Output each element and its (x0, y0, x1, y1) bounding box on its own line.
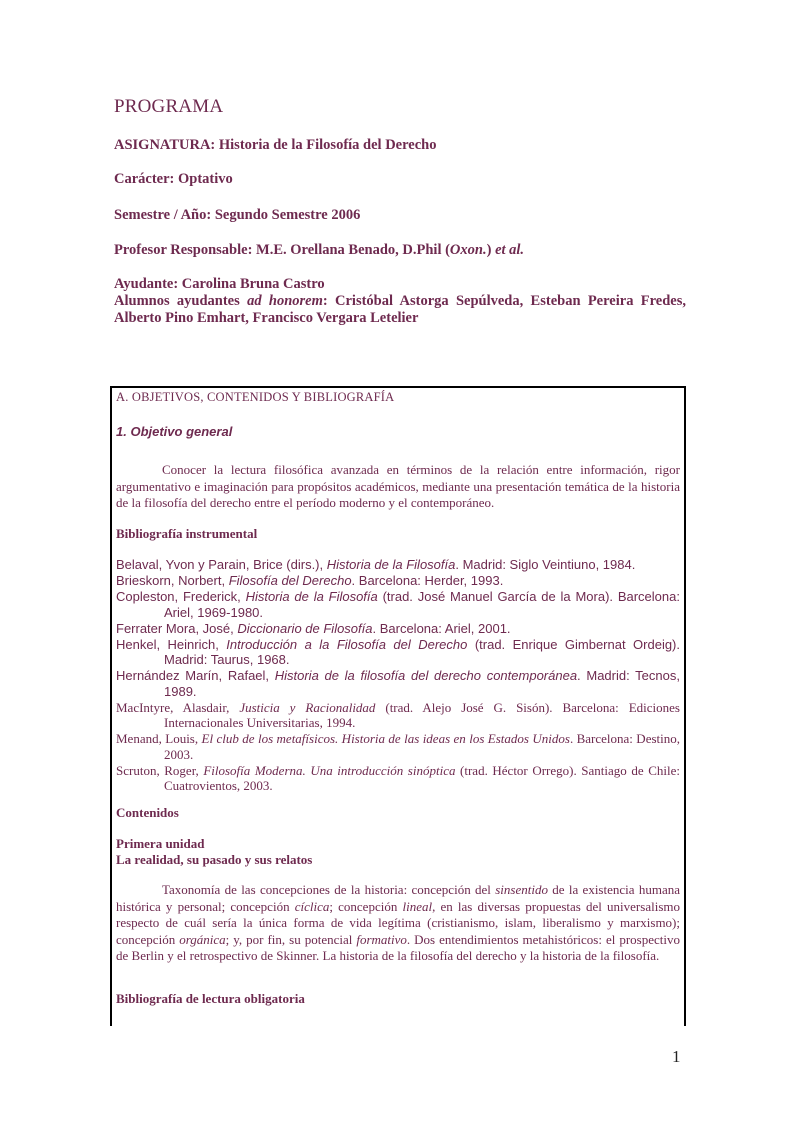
unit-title: La realidad, su pasado y sus relatos (116, 852, 313, 867)
bibliography-author: Copleston, Frederick, (116, 589, 246, 604)
professor-prefix: Profesor Responsable: M.E. Orellana Benado, D.Phil ( (114, 242, 450, 258)
course-semester: Semestre / Año: Segundo Semestre 2006 (114, 207, 361, 223)
bibliography-title: Historia de la Filosofía (326, 557, 456, 572)
bibliography-entry (116, 557, 680, 573)
bibliography-publication: (trad. Enrique Gimbernat Ordeig). Madrid: Taurus, 1968. (164, 636, 680, 667)
bibliography-title: Justicia y Racionalidad (239, 699, 376, 715)
bibliography-author: MacIntyre, Alasdair, (116, 699, 240, 715)
unit-text-italic: sinsentido (495, 882, 548, 897)
bibliography-publication: (trad. José Manuel García de la Mora). Barcelona: Ariel, 1969-1980. (164, 589, 680, 620)
bibliography-list (116, 557, 680, 794)
bibliography-author: Hernández Marín, Rafael, (116, 668, 275, 683)
unit-text-part: de la existencia humana histórica y personal; concepción (116, 882, 680, 914)
bibliography-publication: (trad. Héctor Orrego). Santiago de Chile: Cuatrovientos, 2003. (164, 762, 680, 793)
alumnos-names: : Cristóbal Astorga Sepúlveda, Esteban Pereira Fredes, Alberto Pino Emhart, Francisco Vergara Letelier (114, 293, 686, 326)
unit-text-italic: orgánica (179, 931, 226, 947)
bibliography-title: Introducción a la Filosofía del Derecho (226, 636, 468, 652)
bibliography-title: Filosofía del Derecho (228, 573, 352, 588)
bibliography-title: Diccionario de Filosofía (237, 620, 373, 636)
bibliography-author: Menand, Louis, (116, 731, 202, 746)
course-professor (114, 242, 686, 259)
required-reading-title: Bibliografía de lectura obligatoria (116, 991, 305, 1006)
bibliography-author: Belaval, Yvon y Parain, Brice (dirs.), (116, 557, 327, 572)
professor-mid: ) (486, 242, 496, 258)
page-title: PROGRAMA (114, 96, 224, 117)
professor-etal: et al. (495, 242, 525, 258)
bibliography-author: Henkel, Heinrich, (116, 636, 227, 652)
professor-oxon: Oxon. (449, 242, 487, 258)
course-student-assistants (114, 293, 686, 327)
bibliography-publication: (trad. Alejo José G. Sisón). Barcelona: Ediciones Internacionales Universitarias, 1994. (164, 699, 680, 730)
bibliography-author: Brieskorn, Norbert, (116, 573, 229, 588)
unit-text-part: ; y, por fin, su potencial (225, 931, 357, 947)
unit-text-part: ; concepción (329, 898, 403, 914)
bibliography-title: Historia de la filosofía del derecho contemporánea (274, 668, 578, 683)
bibliography-entry (116, 731, 680, 762)
bibliography-entry (116, 589, 680, 620)
unit-text-part: , en las diversas propuestas del universalismo respecto de cuál sería la única forma de vida legítima (cristianismo, islam, liberalismo y marxismo); concepción (116, 898, 680, 947)
page-number: 1 (672, 1047, 681, 1066)
alumnos-honorem: ad honorem (247, 293, 323, 309)
course-name: ASIGNATURA: Historia de la Filosofía del Derecho (114, 137, 437, 153)
bibliography-publication: . Madrid: Tecnos, 1989. (164, 668, 680, 699)
bibliography-entry (116, 668, 680, 699)
bibliography-entry (116, 700, 680, 731)
objective-title: 1. Objetivo general (116, 424, 233, 439)
bibliography-entry (116, 573, 680, 589)
course-assistant: Ayudante: Carolina Bruna Castro (114, 276, 325, 292)
unit-label: Primera unidad (116, 836, 205, 851)
bibliography-author: Ferrater Mora, José, (116, 620, 238, 636)
unit-text-part: Taxonomía de las concepciones de la historia: concepción del (162, 882, 496, 897)
content-box (110, 386, 686, 1026)
bibliography-publication: . Barcelona: Herder, 1993. (351, 573, 504, 588)
bibliography-entry (116, 621, 680, 637)
bibliography-author: Scruton, Roger, (116, 762, 204, 778)
contents-title: Contenidos (116, 805, 179, 820)
bibliography-publication: . Madrid: Siglo Veintiuno, 1984. (455, 557, 636, 572)
unit-text-part: . Dos entendimientos metahistóricos: el prospectivo de Berlin y el retrospectivo de Skinner. La historia de la filosofía del derecho y la historia de la filosofía. (116, 931, 680, 963)
bibliography-entry (116, 763, 680, 794)
objective-text: Conocer la lectura filosófica avanzada en términos de la relación entre información, rigor argumentativo e imaginación para propósitos académicos, mediante una presentación temática de la historia de la filosofía del derecho entre el período moderno y el contemporáneo. (116, 462, 680, 510)
bibliography-title: El club de los metafísicos. Historia de las ideas en los Estados Unidos (201, 731, 570, 746)
alumnos-prefix: Alumnos ayudantes (114, 293, 248, 309)
section-title: A. OBJETIVOS, CONTENIDOS Y BIBLIOGRAFÍA (116, 390, 395, 404)
course-character: Carácter: Optativo (114, 171, 233, 187)
bibliography-entry (116, 637, 680, 668)
unit-text-italic: lineal (402, 898, 433, 914)
bibliography-publication: . Barcelona: Destino, 2003. (164, 731, 680, 762)
unit-text-italic: formativo (356, 931, 407, 947)
unit-description (116, 882, 680, 965)
instrumental-bibliography-title: Bibliografía instrumental (116, 526, 258, 541)
unit-text-italic: cíclica (294, 898, 330, 914)
bibliography-title: Filosofía Moderna. Una introducción sinóptica (203, 762, 456, 778)
bibliography-title: Historia de la Filosofía (245, 589, 378, 604)
bibliography-publication: . Barcelona: Ariel, 2001. (372, 620, 511, 636)
